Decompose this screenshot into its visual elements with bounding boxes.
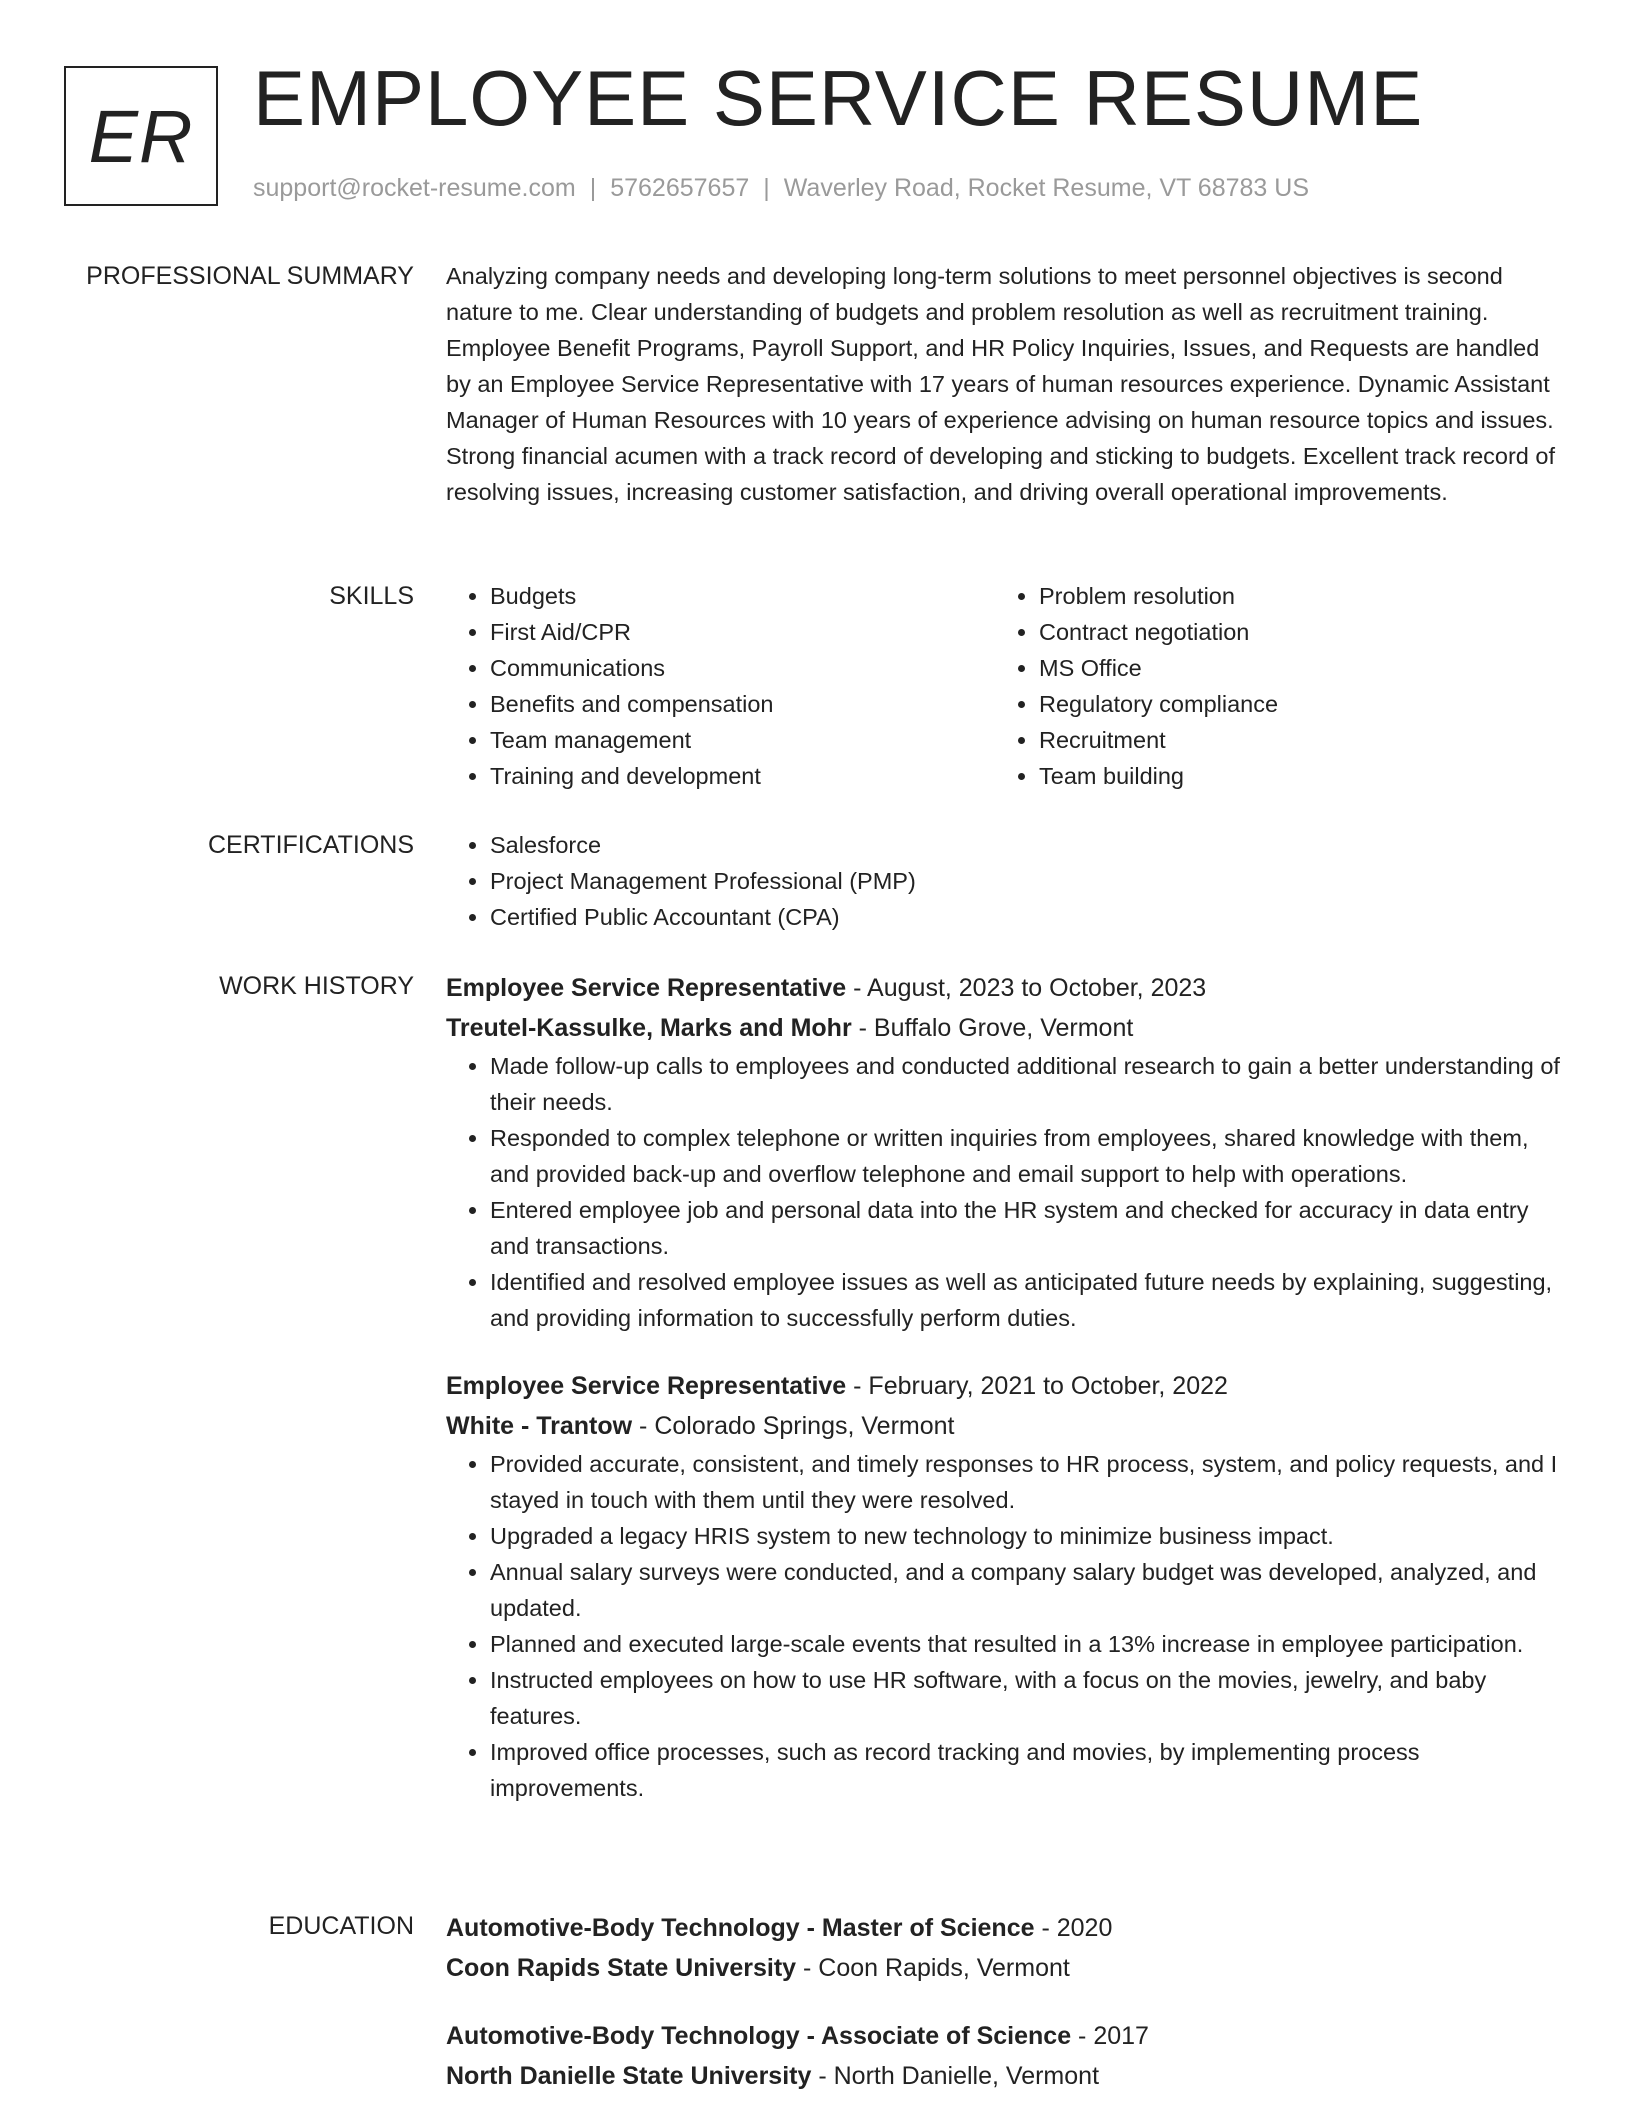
skills-grid [446,578,1566,794]
school: North Danielle State University [446,2062,812,2090]
monogram-initials: ER [88,94,194,178]
certifications-list [446,827,1566,935]
job-entry [446,1366,1566,1806]
contact-line [253,174,1309,203]
job-title-line [446,968,1566,1008]
certifications-label: CERTIFICATIONS [207,831,414,859]
work-history-label: WORK HISTORY [219,972,414,1000]
list-item: • MS Office [1039,650,1555,686]
degree-line [446,1908,1566,1948]
contact-separator: | [763,174,770,202]
resume-title: EMPLOYEE SERVICE RESUME [253,54,1424,142]
school-line [446,1948,1566,1988]
job-title: Employee Service Representative [446,1372,847,1400]
contact-email[interactable]: support@rocket-resume.com [253,174,576,202]
job-duties-list [446,1048,1566,1336]
education-label: EDUCATION [268,1912,414,1940]
list-item: • Budgets [490,578,995,614]
list-item: • Entered employee job and personal data into the HR system and checked for accuracy in data entry and transactions. [490,1192,1566,1264]
job-company: White - Trantow [446,1412,633,1440]
graduation-year: - 2020 [1034,1914,1113,1942]
degree: Automotive-Body Technology - Associate of Science [446,2022,1072,2050]
contact-address: Waverley Road, Rocket Resume, VT 68783 US [783,174,1309,202]
list-item: • Benefits and compensation [490,686,995,722]
list-item: • Provided accurate, consistent, and timely responses to HR process, system, and policy requests, and I stayed in touch with them until they were resolved. [490,1446,1566,1518]
list-item: • Training and development [490,758,995,794]
job-duties-list [446,1446,1566,1806]
summary-text: Analyzing company needs and developing long-term solutions to meet personnel objectives is second nature to me. Clear understanding of budgets and problem resolution as well as recruitment training. Employee Benefit Programs, Payroll Support, and HR Policy Inquiries, Issues, and Requests are handled by an Employee Service Representative with 17 years of human resources experience. Dynamic Assistant Manager of Human Resources with 10 years of experience advising on human resource topics and issues. Strong financial acumen with a track record of developing and sticking to budgets. Excellent track record of resolving issues, increasing customer satisfaction, and driving overall operational improvements. [446,263,1556,505]
job-location: - Colorado Springs, Vermont [632,1412,955,1440]
job-location: - Buffalo Grove, Vermont [851,1014,1134,1042]
school-line [446,2056,1566,2096]
contact-phone[interactable]: 5762657657 [610,174,750,202]
degree: Automotive-Body Technology - Master of Science [446,1914,1035,1942]
monogram-box [64,66,218,206]
list-item: • Instructed employees on how to use HR software, with a focus on the movies, jewelry, and baby features. [490,1662,1566,1734]
school: Coon Rapids State University [446,1954,797,1982]
education-entry [446,1908,1566,1988]
education-entry [446,2016,1566,2096]
list-item: • First Aid/CPR [490,614,995,650]
job-title-line [446,1366,1566,1406]
list-item: • Improved office processes, such as record tracking and movies, by implementing process improvements. [490,1734,1566,1806]
list-item: • Communications [490,650,995,686]
school-location: - North Danielle, Vermont [811,2062,1100,2090]
job-dates: - August, 2023 to October, 2023 [846,974,1207,1002]
graduation-year: - 2017 [1071,2022,1149,2050]
summary-label: PROFESSIONAL SUMMARY [86,262,414,290]
summary-body [446,258,1566,510]
list-item: • Upgraded a legacy HRIS system to new technology to minimize business impact. [490,1518,1566,1554]
skills-label: SKILLS [329,582,414,610]
list-item: • Project Management Professional (PMP) [490,863,1566,899]
list-item: • Contract negotiation [1039,614,1555,650]
skills-list-right [995,578,1555,794]
list-item: • Responded to complex telephone or written inquiries from employees, shared knowledge with them, and provided back-up and overflow telephone and email support to help with operations. [490,1120,1566,1192]
education-body [446,1908,1566,2124]
list-item: • Identified and resolved employee issues as well as anticipated future needs by explaining, suggesting, and providing information to successfully perform duties. [490,1264,1566,1336]
list-item: • Problem resolution [1039,578,1555,614]
list-item: • Made follow-up calls to employees and conducted additional research to gain a better understanding of their needs. [490,1048,1566,1120]
list-item: • Certified Public Accountant (CPA) [490,899,1566,935]
certifications-body [446,827,1566,935]
list-item: • Team building [1039,758,1555,794]
list-item: • Planned and executed large-scale events that resulted in a 13% increase in employee participation. [490,1626,1566,1662]
skills-list-left [446,578,995,794]
contact-separator: | [589,174,597,202]
list-item: • Annual salary surveys were conducted, and a company salary budget was developed, analyzed, and updated. [490,1554,1566,1626]
work-history-body [446,968,1566,1806]
job-company: Treutel-Kassulke, Marks and Mohr [446,1014,852,1042]
list-item: • Team management [490,722,995,758]
job-title: Employee Service Representative [446,974,847,1002]
job-entry [446,968,1566,1336]
school-location: - Coon Rapids, Vermont [796,1954,1070,1982]
list-item: • Salesforce [490,827,1566,863]
job-org-line [446,1406,1566,1446]
list-item: • Regulatory compliance [1039,686,1555,722]
job-dates: - February, 2021 to October, 2022 [846,1372,1228,1400]
degree-line [446,2016,1566,2056]
job-org-line [446,1008,1566,1048]
list-item: • Recruitment [1039,722,1555,758]
